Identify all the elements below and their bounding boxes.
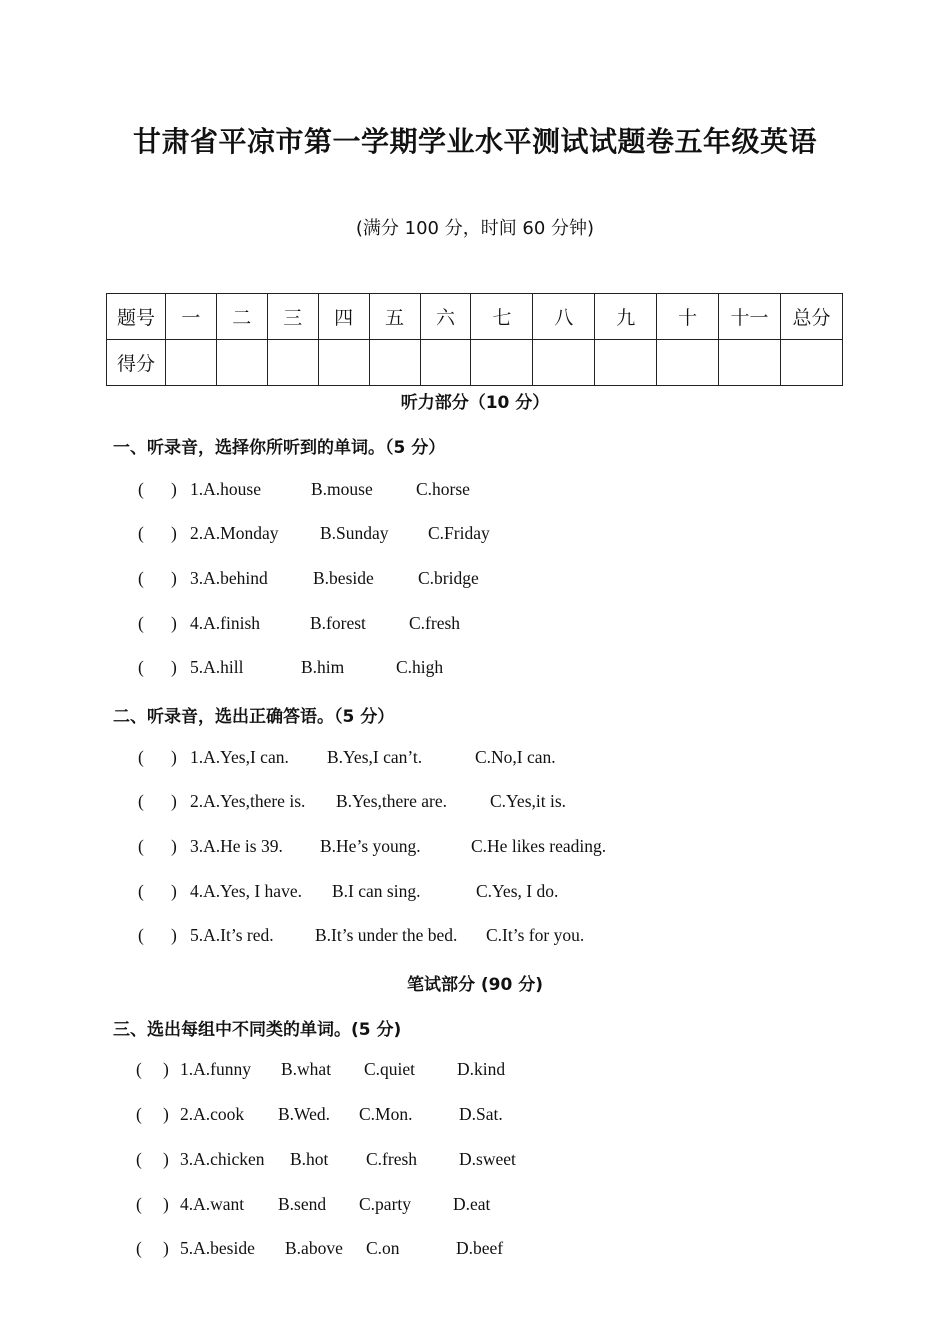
option-b: B.He’s young. (320, 836, 421, 856)
option-b: B.hot (290, 1149, 329, 1169)
option-a: 1.A.funny (180, 1059, 251, 1079)
score-header-cell: 八 (533, 294, 595, 340)
answer-paren-close: ) (171, 836, 177, 856)
page-title: 甘肃省平凉市第一学期学业水平测试试题卷五年级英语 (132, 125, 817, 158)
answer-paren-close: ) (171, 881, 177, 901)
answer-paren-close: ) (171, 791, 177, 811)
writing-heading: 笔试部分 (90 分) (406, 975, 544, 995)
question-row (0, 568, 950, 592)
answer-paren-open[interactable]: ( (138, 747, 144, 767)
score-header-cell: 二 (216, 294, 267, 340)
question-row (0, 881, 950, 905)
option-b: B.beside (313, 568, 374, 588)
answer-paren-open[interactable]: ( (138, 568, 144, 588)
answer-paren-open[interactable]: ( (138, 881, 144, 901)
option-d: D.sweet (459, 1149, 516, 1169)
option-c: C.high (396, 657, 444, 677)
answer-paren-close: ) (171, 613, 177, 633)
score-header-cell: 十一 (719, 294, 781, 340)
answer-paren-close: ) (171, 657, 177, 677)
answer-paren-open[interactable]: ( (138, 523, 144, 543)
score-input-cell[interactable] (471, 340, 533, 386)
question-row (0, 791, 950, 815)
option-a: 1.A.house (190, 479, 261, 499)
answer-paren-close: ) (163, 1194, 169, 1214)
answer-paren-open[interactable]: ( (138, 479, 144, 499)
score-header-cell: 六 (420, 294, 471, 340)
option-a: 1.A.Yes,I can. (190, 747, 289, 767)
question-row (0, 925, 950, 949)
score-header-cell: 九 (595, 294, 657, 340)
answer-paren-close: ) (171, 523, 177, 543)
option-a: 3.A.chicken (180, 1149, 265, 1169)
score-header-cell: 一 (165, 294, 216, 340)
score-header-cell: 总分 (780, 294, 842, 340)
option-a: 4.A.Yes, I have. (190, 881, 302, 901)
score-table-score-row (107, 340, 843, 386)
option-c: C.bridge (418, 568, 479, 588)
question-row (0, 1059, 950, 1083)
option-b: B.what (281, 1059, 332, 1079)
option-c: C.It’s for you. (486, 925, 585, 945)
score-input-cell[interactable] (719, 340, 781, 386)
answer-paren-close: ) (163, 1149, 169, 1169)
score-header-cell: 五 (369, 294, 420, 340)
question-row (0, 613, 950, 637)
section2-heading: 二、听录音，选出正确答语。（5 分） (113, 707, 395, 727)
option-a: 2.A.cook (180, 1104, 245, 1124)
option-b: B.Yes,there are. (336, 791, 447, 811)
listening-heading: 听力部分（10 分） (400, 393, 550, 413)
option-a: 5.A.hill (190, 657, 244, 677)
option-a: 3.A.He is 39. (190, 836, 283, 856)
option-c: C.on (366, 1238, 400, 1258)
score-input-cell[interactable] (780, 340, 842, 386)
score-input-cell[interactable] (165, 340, 216, 386)
option-c: C.quiet (364, 1059, 416, 1079)
option-b: B.Yes,I can’t. (327, 747, 423, 767)
option-c: C.Friday (428, 523, 490, 543)
option-a: 4.A.want (180, 1194, 245, 1214)
answer-paren-open[interactable]: ( (138, 613, 144, 633)
answer-paren-close: ) (171, 568, 177, 588)
question-row (0, 1194, 950, 1218)
score-input-cell[interactable] (657, 340, 719, 386)
option-d: D.beef (456, 1238, 504, 1258)
score-table (106, 293, 843, 386)
score-input-cell[interactable] (318, 340, 369, 386)
answer-paren-open[interactable]: ( (138, 657, 144, 677)
score-input-cell[interactable] (533, 340, 595, 386)
option-a: 2.A.Yes,there is. (190, 791, 306, 811)
option-c: C.fresh (366, 1149, 418, 1169)
option-b: B.Sunday (320, 523, 389, 543)
answer-paren-close: ) (171, 479, 177, 499)
option-a: 3.A.behind (190, 568, 268, 588)
option-d: D.eat (453, 1194, 491, 1214)
score-header-cell: 三 (267, 294, 318, 340)
option-b: B.send (278, 1194, 327, 1214)
score-header-cell: 七 (471, 294, 533, 340)
option-c: C.horse (416, 479, 470, 499)
score-input-cell[interactable] (369, 340, 420, 386)
exam-info: (满分 100 分，时间 60 分钟) (355, 218, 595, 239)
question-row (0, 1104, 950, 1128)
option-b: B.forest (310, 613, 366, 633)
score-header-cell: 四 (318, 294, 369, 340)
option-b: B.I can sing. (332, 881, 421, 901)
answer-paren-open[interactable]: ( (138, 791, 144, 811)
option-b: B.above (285, 1238, 343, 1258)
question-row (0, 657, 950, 681)
option-c: C.fresh (409, 613, 461, 633)
section1-heading: 一、听录音，选择你所听到的单词。（5 分） (113, 438, 446, 458)
answer-paren-close: ) (163, 1238, 169, 1258)
option-a: 5.A.It’s red. (190, 925, 274, 945)
answer-paren-close: ) (163, 1104, 169, 1124)
score-header-cell: 十 (657, 294, 719, 340)
option-b: B.Wed. (278, 1104, 331, 1124)
answer-paren-close: ) (171, 747, 177, 767)
answer-paren-open[interactable]: ( (136, 1059, 142, 1079)
option-b: B.him (301, 657, 345, 677)
score-input-cell[interactable] (267, 340, 318, 386)
answer-paren-open[interactable]: ( (136, 1194, 142, 1214)
question-row (0, 1149, 950, 1173)
option-b: B.mouse (311, 479, 373, 499)
question-row (0, 523, 950, 547)
option-a: 2.A.Monday (190, 523, 279, 543)
option-b: B.It’s under the bed. (315, 925, 458, 945)
question-row (0, 1238, 950, 1262)
question-row (0, 836, 950, 860)
score-input-cell[interactable] (216, 340, 267, 386)
score-table-header-row (107, 294, 843, 340)
question-row (0, 479, 950, 503)
answer-paren-open[interactable]: ( (136, 1149, 142, 1169)
answer-paren-open[interactable]: ( (136, 1104, 142, 1124)
score-input-cell[interactable] (420, 340, 471, 386)
option-c: C.Mon. (359, 1104, 413, 1124)
score-input-cell[interactable] (595, 340, 657, 386)
answer-paren-close: ) (171, 925, 177, 945)
option-d: D.kind (457, 1059, 506, 1079)
score-row-label: 得分 (107, 340, 166, 386)
option-c: C.No,I can. (475, 747, 556, 767)
option-c: C.Yes, I do. (476, 881, 559, 901)
answer-paren-open[interactable]: ( (136, 1238, 142, 1258)
score-header-cell: 题号 (107, 294, 166, 340)
option-c: C.Yes,it is. (490, 791, 567, 811)
answer-paren-open[interactable]: ( (138, 836, 144, 856)
question-row (0, 747, 950, 771)
option-c: C.He likes reading. (471, 836, 607, 856)
option-a: 5.A.beside (180, 1238, 255, 1258)
option-d: D.Sat. (459, 1104, 503, 1124)
option-a: 4.A.finish (190, 613, 260, 633)
answer-paren-open[interactable]: ( (138, 925, 144, 945)
option-c: C.party (359, 1194, 412, 1214)
section3-heading: 三、选出每组中不同类的单词。(5 分) (113, 1020, 402, 1040)
answer-paren-close: ) (163, 1059, 169, 1079)
